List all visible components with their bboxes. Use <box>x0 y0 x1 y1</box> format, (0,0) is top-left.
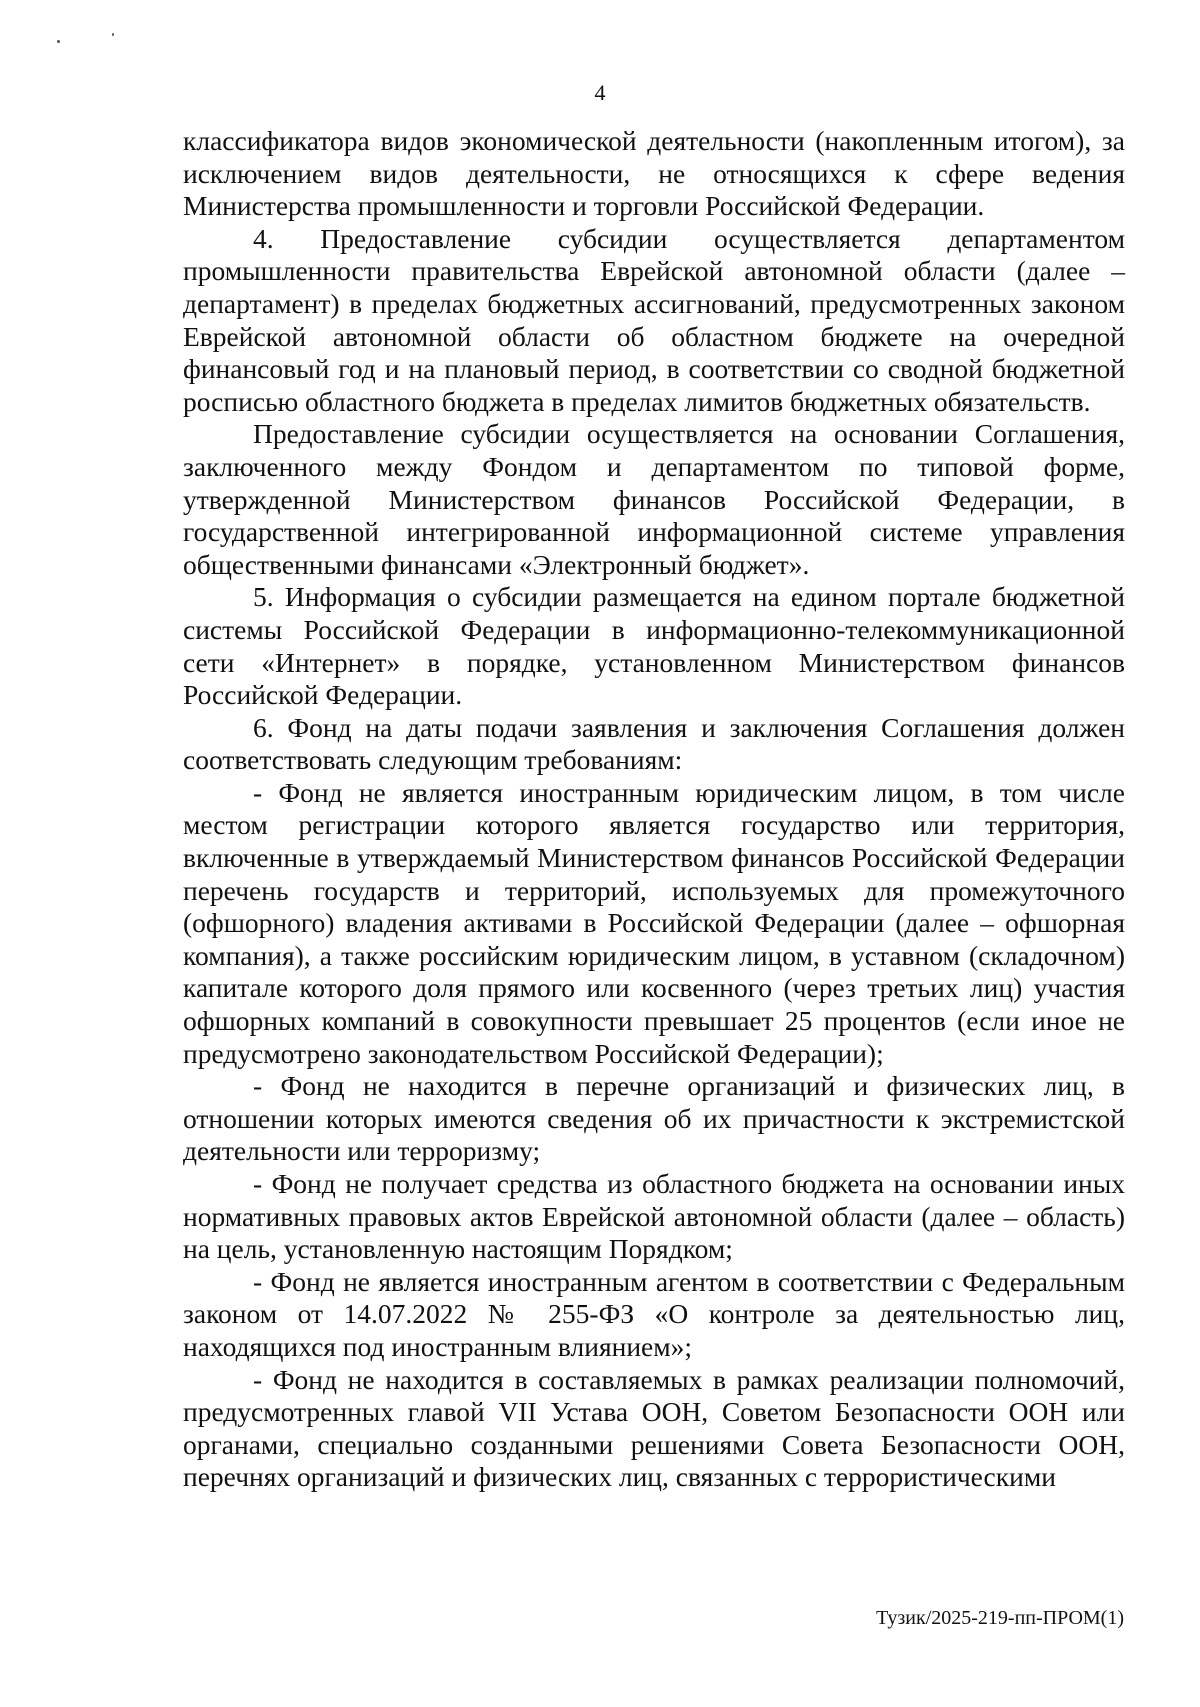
paragraph-agreement: Предоставление субсидии осуществляется на основании Соглашения, заключенного между Фондом и департаментом по типовой форме, утвержденной Министерством финансов Российской Федерации, в государственной интегрированной информационной системе управления общественными финансами «Электронный бюджет». <box>183 418 1125 580</box>
document-code: Тузик/2025-219-пп-ПРОМ(1) <box>876 1607 1124 1629</box>
requirement-foreign-agent: - Фонд не является иностранным агентом в соответствии с Федеральным законом от 14.07.2022 № 255-ФЗ «О контроле за деятельностью лиц, находящихся под иностранным влиянием»; <box>183 1265 1125 1362</box>
scan-speck <box>57 40 60 43</box>
page-number: 4 <box>594 80 606 105</box>
paragraph-item-5: 5. Информация о субсидии размещается на едином портале бюджетной системы Российской Федерации в информационно-телекоммуникационной сети «Интернет» в порядке, установленном Министерством финансов Российской Федерации. <box>183 581 1125 711</box>
paragraph-item-6: 6. Фонд на даты подачи заявления и заключения Соглашения должен соответствовать следующим требованиям: <box>183 711 1125 776</box>
paragraph-item-4: 4. Предоставление субсидии осуществляется департаментом промышленности правительства Еврейской автономной области (далее – департамент) в пределах бюджетных ассигнований, предусмотренных законом Еврейской автономной области об областном бюджете на очередной финансовый год и на плановый период, в соответствии со сводной бюджетной росписью областного бюджета в пределах лимитов бюджетных обязательств. <box>183 222 1125 417</box>
requirement-other-funding: - Фонд не получает средства из областного бюджета на основании иных нормативных правовых актов Еврейской автономной области (далее – область) на цель, установленную настоящим Порядком; <box>183 1168 1125 1265</box>
scan-speck <box>112 33 114 36</box>
paragraph-continuation: классификатора видов экономической деятельности (накопленным итогом), за исключением видов деятельности, не относящихся к сфере ведения Министерства промышленности и торговли Российской Федерации. <box>183 125 1125 222</box>
document-body <box>183 125 1125 1494</box>
requirement-extremism: - Фонд не находится в перечне организаций и физических лиц, в отношении которых имеются сведения об их причастности к экстремистской деятельности или терроризму; <box>183 1070 1125 1167</box>
requirement-offshore: - Фонд не является иностранным юридическим лицом, в том числе местом регистрации которого является государство или территория, включенные в утверждаемый Министерством финансов Российской Федерации перечень государств и территорий, используемых для промежуточного (офшорного) владения активами в Российской Федерации (далее – офшорная компания), а также российским юридическим лицом, в уставном (складочном) капитале которого доля прямого или косвенного (через третьих лиц) участия офшорных компаний в совокупности превышает 25 процентов (если иное не предусмотрено законодательством Российской Федерации); <box>183 776 1125 1069</box>
requirement-un-lists: - Фонд не находится в составляемых в рамках реализации полномочий, предусмотренных главой VII Устава ООН, Советом Безопасности ООН или органами, специально созданными решениями Совета Безопасности ООН, перечнях организаций и физических лиц, связанных с террористическими <box>183 1363 1125 1493</box>
